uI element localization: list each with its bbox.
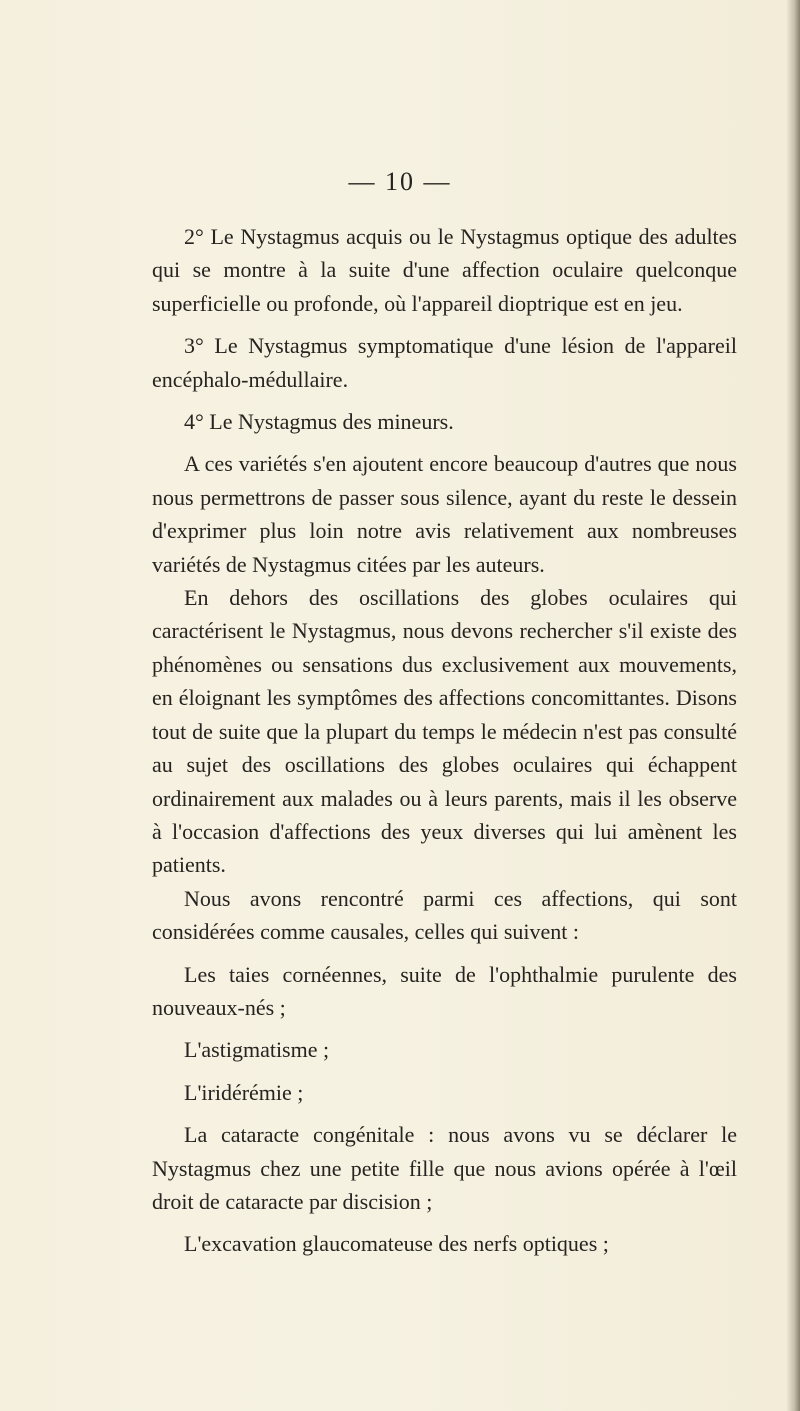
paragraph-item-2: 2° Le Nystagmus acquis ou le Nystagmus optique des adultes qui se montre à la suite d'une affection oculaire quelconque superficielle ou profonde, où l'appareil dioptrique est en jeu. [152,224,737,316]
paragraph-varieties: A ces variétés s'en ajoutent encore beaucoup d'autres que nous nous permettrons de passer sous silence, ayant du reste le dessein d'exprimer plus loin notre avis relativement aux nombreuses variétés de Nystagmus citées par les auteurs. [152,451,737,577]
list-item-corneal-opacities: Les taies cornéennes, suite de l'ophthalmie purulente des nouveaux-nés ; [152,961,737,1020]
paragraph-causal-affections: Nous avons rencontré parmi ces affections, qui sont considérées comme causales, celles qui suivent : [152,885,737,945]
paragraph-oscillations: En dehors des oscillations des globes oculaires qui caractérisent le Nystagmus, nous devons rechercher s'il existe des phénomènes ou sensations dus exclusivement aux mouvements, en éloignant les symptômes des affections concomittantes. Disons tout de suite que la plupart du temps le médecin n'est pas consulté au sujet des oscillations des globes oculaires qui échappent ordinairement aux malades ou à leurs parents, mais il les observe à l'occasion d'affections des yeux diverses qui lui amènent les patients. [152,585,737,878]
list-item-glaucomatous-excavation: L'excavation glaucomateuse des nerfs optiques ; [184,1231,609,1257]
paragraph-item-3: 3° Le Nystagmus symptomatique d'une lésion de l'appareil encéphalo-médullaire. [152,333,737,392]
paragraph-item-4: 4° Le Nystagmus des mineurs. [184,409,454,435]
page-number: — 10 — [348,167,452,196]
list-item-astigmatism: L'astigmatisme ; [184,1037,330,1063]
page-edge-shadow [786,0,800,1411]
list-item-irideremia: L'iridérémie ; [184,1079,304,1105]
list-item-congenital-cataract: La cataracte congénitale : nous avons vu se déclarer le Nystagmus chez une petite fille que nous avions opérée à l'œil droit de cataracte par discision ; [152,1122,737,1214]
body-text [152,220,737,1261]
